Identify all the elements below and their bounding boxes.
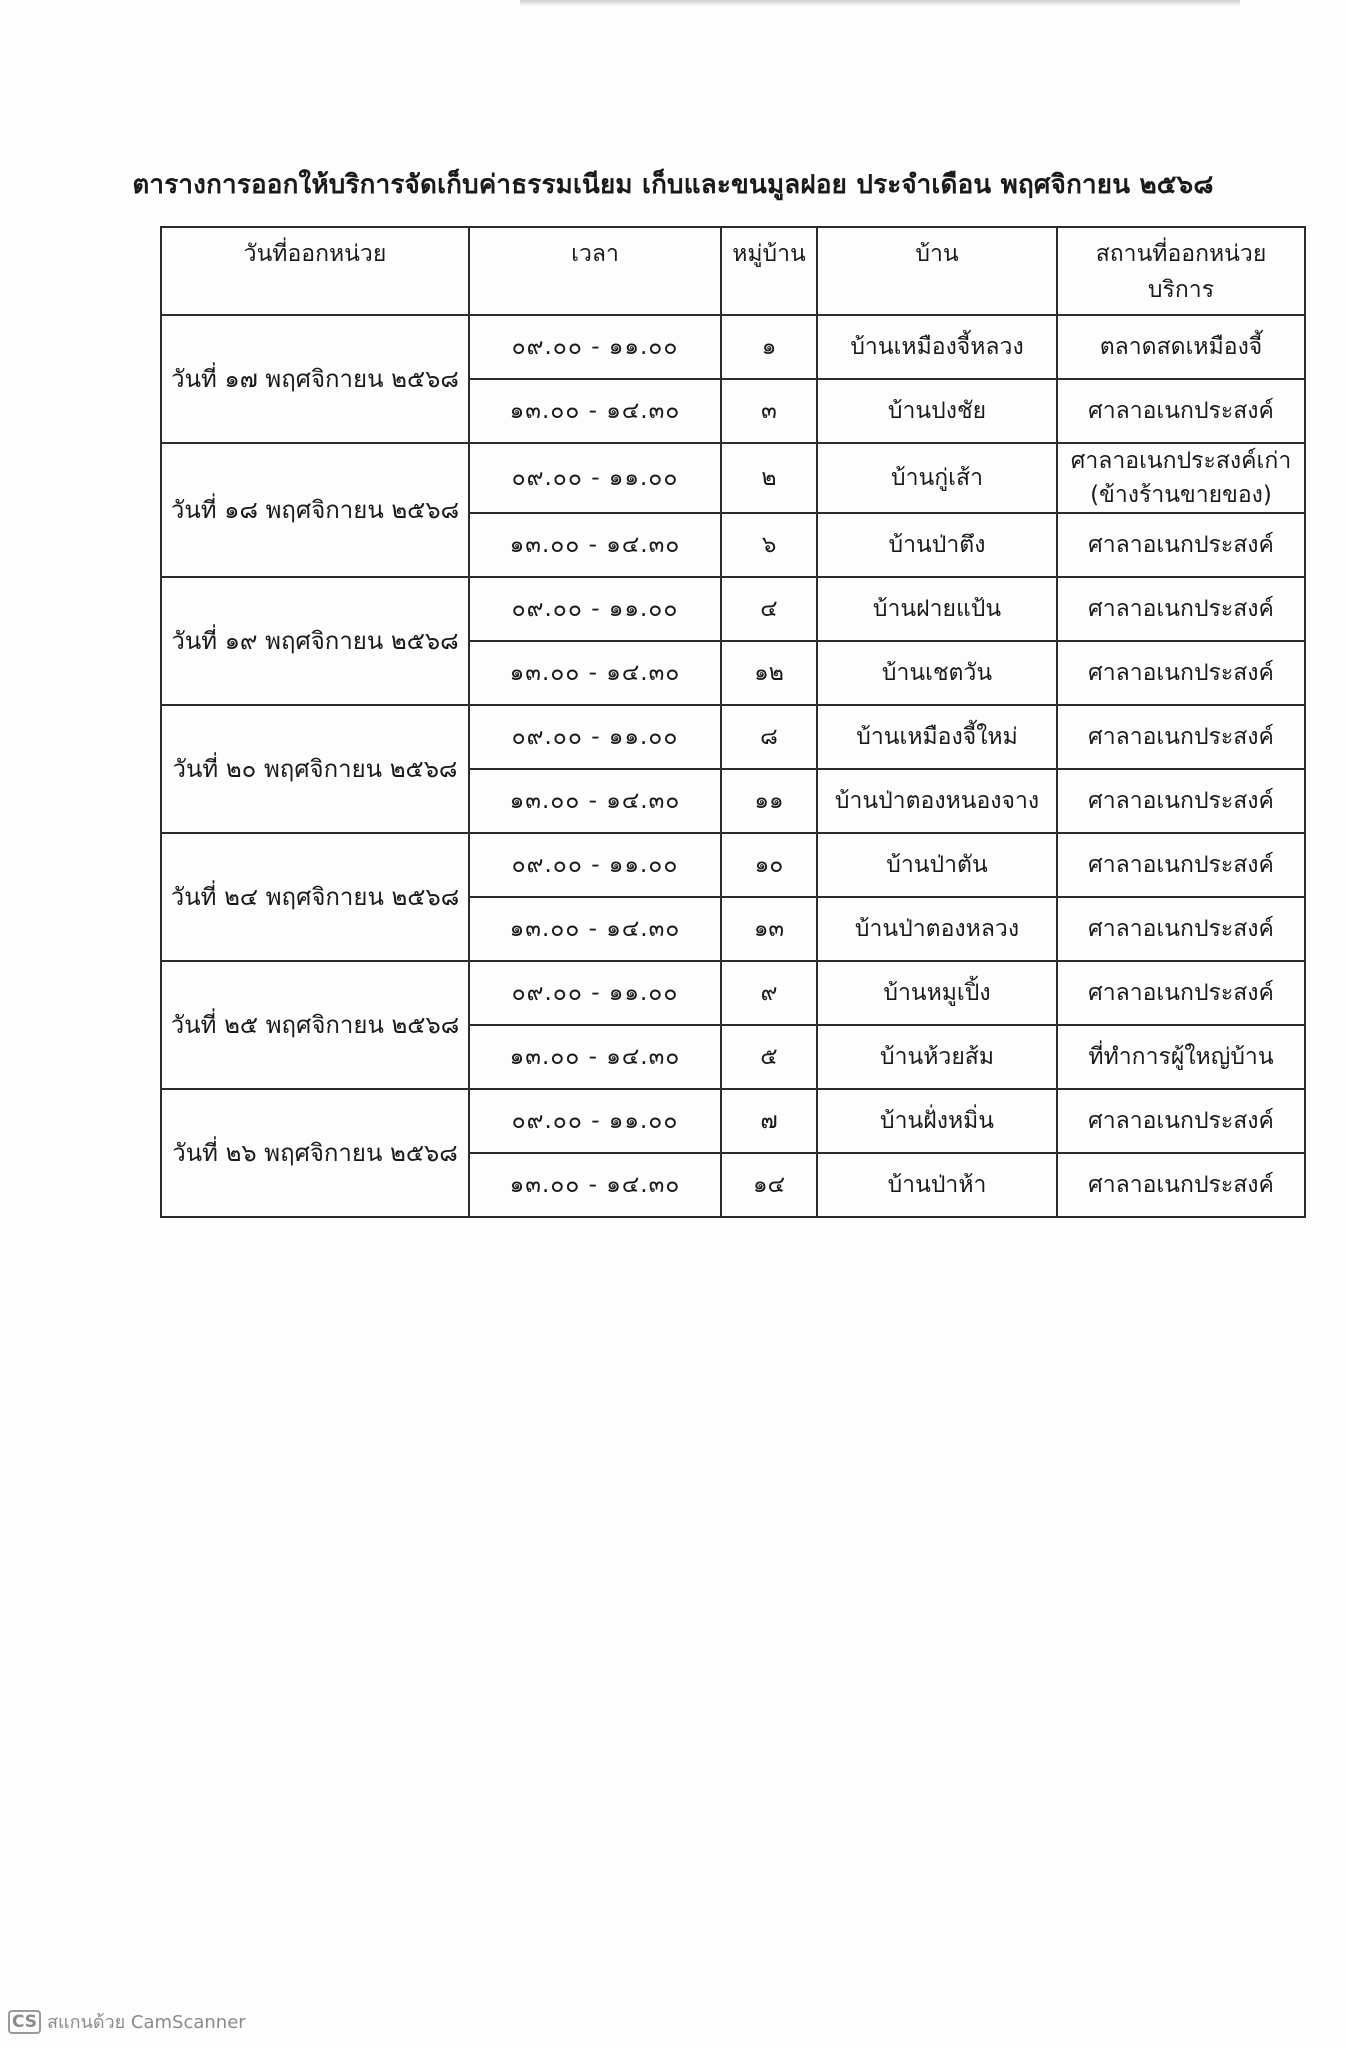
location-cell: ศาลาอเนกประสงค์ xyxy=(1057,641,1305,705)
time-cell: ๐๙.๐๐ - ๑๑.๐๐ xyxy=(469,705,721,769)
village-cell: บ้านปงชัย xyxy=(817,379,1057,443)
table-row xyxy=(161,705,1305,769)
village-cell: บ้านฝายแป้น xyxy=(817,577,1057,641)
village-no-cell: ๒ xyxy=(721,443,817,513)
village-cell: บ้านฝั่งหมิ่น xyxy=(817,1089,1057,1153)
header-time: เวลา xyxy=(469,227,721,315)
camscanner-text: สแกนด้วย CamScanner xyxy=(47,2012,246,2033)
time-cell: ๐๙.๐๐ - ๑๑.๐๐ xyxy=(469,315,721,379)
village-cell: บ้านป่าตองหนองจาง xyxy=(817,769,1057,833)
table-row xyxy=(161,315,1305,379)
location-cell: ศาลาอเนกประสงค์ xyxy=(1057,769,1305,833)
location-cell: ศาลาอเนกประสงค์เก่า (ข้างร้านขายของ) xyxy=(1057,443,1305,513)
time-cell: ๐๙.๐๐ - ๑๑.๐๐ xyxy=(469,443,721,513)
table-row xyxy=(161,1089,1305,1153)
village-cell: บ้านห้วยส้ม xyxy=(817,1025,1057,1089)
time-cell: ๐๙.๐๐ - ๑๑.๐๐ xyxy=(469,577,721,641)
time-cell: ๑๓.๐๐ - ๑๔.๓๐ xyxy=(469,1153,721,1217)
village-no-cell: ๖ xyxy=(721,513,817,577)
location-cell: ศาลาอเนกประสงค์ xyxy=(1057,705,1305,769)
village-cell: บ้านป่าห้า xyxy=(817,1153,1057,1217)
document-title: ตารางการออกให้บริการจัดเก็บค่าธรรมเนียม เก็บและขนมูลฝอย ประจำเดือน พฤศจิกายน ๒๕๖๘ xyxy=(132,170,1214,200)
village-cell: บ้านเชตวัน xyxy=(817,641,1057,705)
village-no-cell: ๑ xyxy=(721,315,817,379)
table-row xyxy=(161,443,1305,513)
time-cell: ๐๙.๐๐ - ๑๑.๐๐ xyxy=(469,1089,721,1153)
village-no-cell: ๑๐ xyxy=(721,833,817,897)
time-cell: ๑๓.๐๐ - ๑๔.๓๐ xyxy=(469,897,721,961)
date-cell: วันที่ ๑๙ พฤศจิกายน ๒๕๖๘ xyxy=(161,577,469,705)
header-date: วันที่ออกหน่วย xyxy=(161,227,469,315)
location-cell: ตลาดสดเหมืองจี้ xyxy=(1057,315,1305,379)
location-cell: ศาลาอเนกประสงค์ xyxy=(1057,577,1305,641)
header-location: สถานที่ออกหน่วยบริการ xyxy=(1057,227,1305,315)
village-no-cell: ๘ xyxy=(721,705,817,769)
time-cell: ๑๓.๐๐ - ๑๔.๓๐ xyxy=(469,379,721,443)
date-cell: วันที่ ๒๖ พฤศจิกายน ๒๕๖๘ xyxy=(161,1089,469,1217)
table-header-row xyxy=(161,227,1305,315)
village-no-cell: ๔ xyxy=(721,577,817,641)
camscanner-watermark xyxy=(8,2007,246,2036)
village-cell: บ้านป่าตึง xyxy=(817,513,1057,577)
village-cell: บ้านป่าตัน xyxy=(817,833,1057,897)
header-village-no: หมู่บ้าน xyxy=(721,227,817,315)
village-no-cell: ๕ xyxy=(721,1025,817,1089)
date-cell: วันที่ ๒๕ พฤศจิกายน ๒๕๖๘ xyxy=(161,961,469,1089)
location-cell: ศาลาอเนกประสงค์ xyxy=(1057,1089,1305,1153)
table-row xyxy=(161,961,1305,1025)
date-cell: วันที่ ๑๘ พฤศจิกายน ๒๕๖๘ xyxy=(161,443,469,577)
header-village: บ้าน xyxy=(817,227,1057,315)
village-no-cell: ๙ xyxy=(721,961,817,1025)
village-no-cell: ๑๑ xyxy=(721,769,817,833)
camscanner-icon: CS xyxy=(8,2010,41,2034)
time-cell: ๑๓.๐๐ - ๑๔.๓๐ xyxy=(469,641,721,705)
table-row xyxy=(161,577,1305,641)
village-cell: บ้านเหมืองจี้ใหม่ xyxy=(817,705,1057,769)
village-no-cell: ๑๓ xyxy=(721,897,817,961)
date-cell: วันที่ ๒๔ พฤศจิกายน ๒๕๖๘ xyxy=(161,833,469,961)
scan-bleed-edge xyxy=(520,0,1240,6)
time-cell: ๐๙.๐๐ - ๑๑.๐๐ xyxy=(469,833,721,897)
village-cell: บ้านกู่เส้า xyxy=(817,443,1057,513)
time-cell: ๑๓.๐๐ - ๑๔.๓๐ xyxy=(469,1025,721,1089)
village-cell: บ้านเหมืองจี้หลวง xyxy=(817,315,1057,379)
location-cell: ศาลาอเนกประสงค์ xyxy=(1057,379,1305,443)
location-cell: ที่ทำการผู้ใหญ่บ้าน xyxy=(1057,1025,1305,1089)
table-row xyxy=(161,833,1305,897)
village-no-cell: ๗ xyxy=(721,1089,817,1153)
village-cell: บ้านหมูเปิ้ง xyxy=(817,961,1057,1025)
village-no-cell: ๑๒ xyxy=(721,641,817,705)
date-cell: วันที่ ๑๗ พฤศจิกายน ๒๕๖๘ xyxy=(161,315,469,443)
location-cell: ศาลาอเนกประสงค์ xyxy=(1057,1153,1305,1217)
time-cell: ๑๓.๐๐ - ๑๔.๓๐ xyxy=(469,513,721,577)
location-cell: ศาลาอเนกประสงค์ xyxy=(1057,513,1305,577)
schedule-body xyxy=(161,315,1305,1217)
schedule-table xyxy=(160,226,1306,1218)
date-cell: วันที่ ๒๐ พฤศจิกายน ๒๕๖๘ xyxy=(161,705,469,833)
village-no-cell: ๓ xyxy=(721,379,817,443)
time-cell: ๑๓.๐๐ - ๑๔.๓๐ xyxy=(469,769,721,833)
village-no-cell: ๑๔ xyxy=(721,1153,817,1217)
location-cell: ศาลาอเนกประสงค์ xyxy=(1057,833,1305,897)
village-cell: บ้านป่าตองหลวง xyxy=(817,897,1057,961)
time-cell: ๐๙.๐๐ - ๑๑.๐๐ xyxy=(469,961,721,1025)
location-cell: ศาลาอเนกประสงค์ xyxy=(1057,897,1305,961)
location-cell: ศาลาอเนกประสงค์ xyxy=(1057,961,1305,1025)
